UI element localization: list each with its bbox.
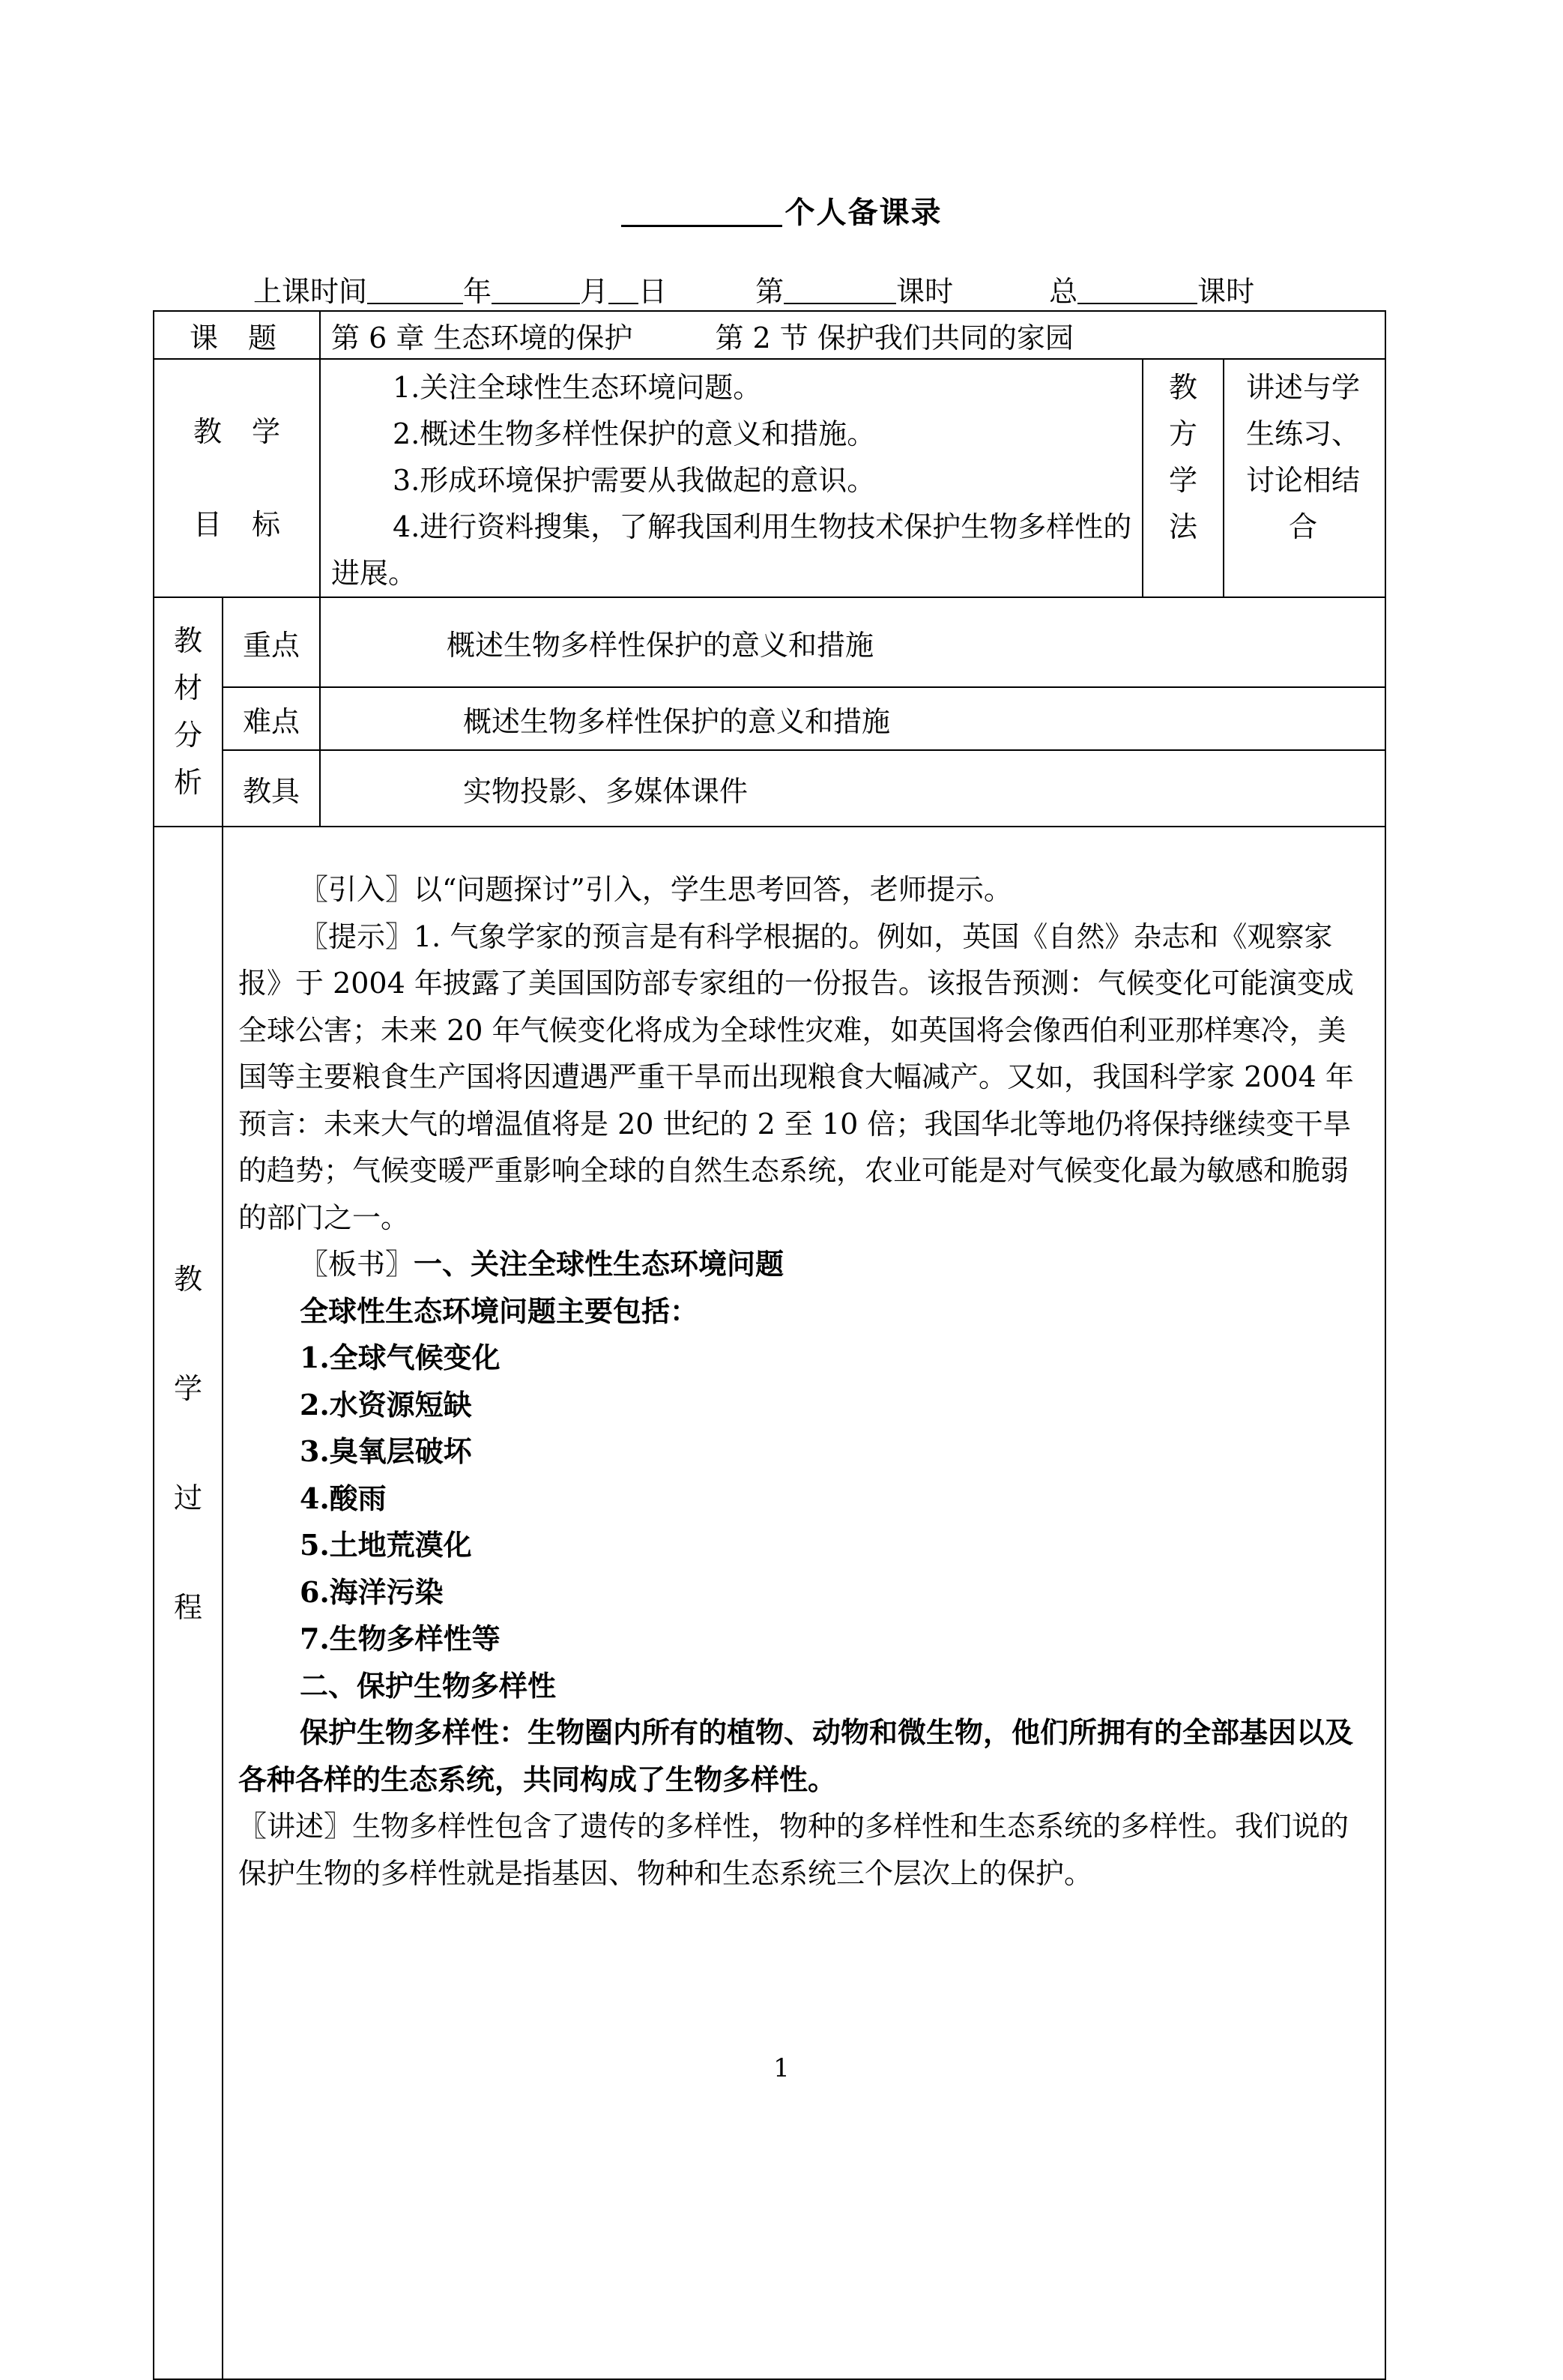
total-prefix: 总 <box>1049 275 1078 308</box>
year-blank[interactable] <box>367 280 463 304</box>
topic-label: 课题 <box>154 311 320 359</box>
goal-item: 2.概述生物多样性保护的意义和措施。 <box>393 417 876 450</box>
difficulty-label: 难点 <box>223 687 320 750</box>
process-label-char: 过 <box>173 1482 202 1514</box>
goals-list <box>320 359 1143 597</box>
key-point-text: 概述生物多样性保护的意义和措施 <box>320 597 1385 687</box>
goals-label-bottom: 目标 <box>193 508 311 541</box>
lesson-blank[interactable] <box>784 280 896 304</box>
class-time-line <box>253 268 1254 309</box>
page-number: 1 <box>773 2053 790 2083</box>
total-blank[interactable] <box>1077 280 1197 304</box>
analysis-label-char: 析 <box>173 766 202 799</box>
lesson-prefix: 第 <box>755 275 784 308</box>
method-label-char: 学 <box>1169 464 1198 497</box>
analysis-label-char: 教 <box>173 624 202 657</box>
issue-item: 6.海洋污染 <box>300 1574 444 1609</box>
intro-paragraph: 〖引入〗以“问题探讨”引入，学生思考回答，老师提示。 <box>300 873 1012 906</box>
process-label-char: 学 <box>173 1372 202 1405</box>
key-point-row <box>154 597 1385 687</box>
key-point-label: 重点 <box>223 597 320 687</box>
process-row <box>154 827 1385 2379</box>
method-text-line: 生练习、 <box>1246 417 1361 450</box>
process-label-char: 教 <box>173 1263 202 1296</box>
day-blank[interactable] <box>608 280 638 304</box>
topic-row <box>154 311 1385 359</box>
goals-label <box>154 359 320 597</box>
issue-item: 1.全球气候变化 <box>300 1341 501 1374</box>
method-label-char: 教 <box>1169 371 1198 404</box>
method-label <box>1143 359 1224 597</box>
hint-paragraph: 〖提示〗1. 气象学家的预言是有科学根据的。例如，英国《自然》杂志和《观察家报》于 2004 年披露了美国国防部专家组的一份报告。该报告预测：气候变化可能演变成全球公害；未来 20 年气候变化将成为全球性灾难，如英国将会像西伯利亚那样寒冷，美国等主要粮食生产国将因遭遇严重干旱而出现粮食大幅减产。又如，我国科学家 2004 年预言：未来大气的增温值将是 20 世纪的 2 至 10 倍；我国华北等地仍将保持继续变干旱的趋势；气候变暖严重影响全球的自然生态系统，农业可能是对气候变化最为敏感和脆弱的部门之一。 <box>238 919 1354 1234</box>
method-text <box>1224 359 1385 597</box>
analysis-label <box>154 597 223 827</box>
board-heading: 一、关注全球性生态环境问题 <box>414 1247 784 1281</box>
year-label: 年 <box>463 275 492 308</box>
issue-item: 7.生物多样性等 <box>300 1622 501 1655</box>
process-label-char: 程 <box>173 1591 202 1624</box>
tools-text: 实物投影、多媒体课件 <box>320 750 1385 827</box>
time-label: 上课时间 <box>253 275 368 308</box>
goal-item: 3.形成环境保护需要从我做起的意识。 <box>393 464 876 497</box>
month-label: 月 <box>580 275 609 308</box>
chapter-title: 第 6 章 生态环境的保护 <box>331 321 633 354</box>
issue-item: 2.水资源短缺 <box>300 1387 472 1422</box>
difficulty-row <box>154 687 1385 750</box>
issue-item: 4.酸雨 <box>300 1481 387 1515</box>
issue-item: 5.土地荒漠化 <box>300 1528 472 1562</box>
total-suffix: 课时 <box>1197 275 1255 308</box>
month-blank[interactable] <box>492 280 580 304</box>
page-title <box>0 189 1563 232</box>
goal-item: 4.进行资料搜集，了解我国利用生物技术保护生物多样性的进展。 <box>331 510 1132 590</box>
title-text: 个人备课录 <box>784 195 943 230</box>
section-title: 第 2 节 保护我们共同的家园 <box>715 321 1074 354</box>
method-label-char: 方 <box>1169 417 1198 450</box>
analysis-label-char: 分 <box>173 719 202 752</box>
lecture-paragraph: 〖讲述〗生物多样性包含了遗传的多样性，物种的多样性和生态系统的多样性。我们说的保护生物的多样性就是指基因、物种和生态系统三个层次上的保护。 <box>238 1810 1349 1890</box>
method-label-char: 法 <box>1169 510 1198 543</box>
biodiversity-definition: 保护生物多样性：生物圈内所有的植物、动物和微生物，他们所拥有的全部基因以及各种各样的生态系统，共同构成了生物多样性。 <box>238 1715 1354 1796</box>
process-label <box>154 827 223 2379</box>
topic-text <box>320 311 1385 359</box>
goal-item: 1.关注全球性生态环境问题。 <box>393 371 762 404</box>
board-paragraph <box>238 1241 1370 1288</box>
goals-row <box>154 359 1385 597</box>
tools-row <box>154 750 1385 827</box>
method-text-line: 讲述与学 <box>1246 371 1361 404</box>
lesson-suffix: 课时 <box>896 275 954 308</box>
process-content <box>223 827 1385 2379</box>
goals-label-top: 教学 <box>193 415 311 448</box>
issues-intro: 全球性生态环境问题主要包括： <box>300 1293 699 1328</box>
method-text-line: 讨论相结 <box>1246 464 1361 497</box>
board-prefix: 〖板书〗 <box>300 1248 414 1281</box>
method-text-line: 合 <box>1289 510 1318 543</box>
difficulty-text: 概述生物多样性保护的意义和措施 <box>320 687 1385 750</box>
day-label: 日 <box>638 275 668 308</box>
issue-item: 3.臭氧层破坏 <box>300 1434 472 1468</box>
analysis-label-char: 材 <box>173 671 202 704</box>
section2-heading: 二、保护生物多样性 <box>300 1668 557 1703</box>
tools-label: 教具 <box>223 750 320 827</box>
title-blank[interactable] <box>621 198 782 227</box>
